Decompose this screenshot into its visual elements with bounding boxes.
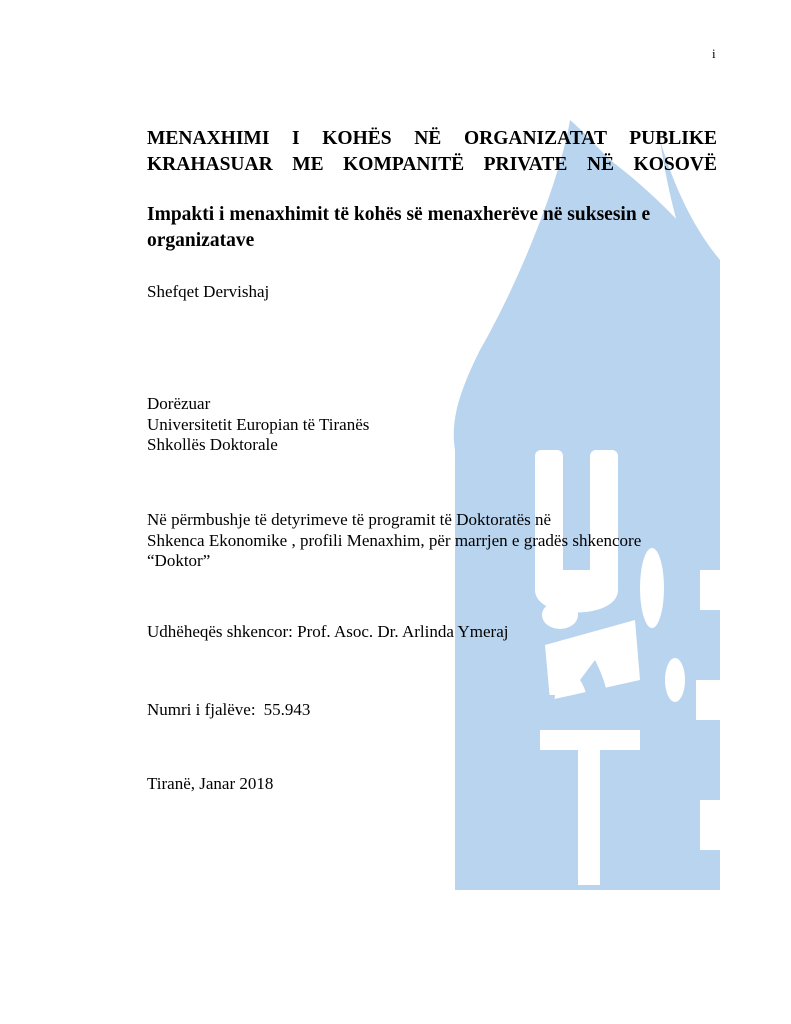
fulfilment-line: Në përmbushje të detyrimeve të programit të Doktoratës në bbox=[147, 510, 552, 529]
degree-fulfilment-statement bbox=[147, 510, 641, 572]
fulfilment-line: “Doktor” bbox=[147, 551, 211, 570]
thesis-title-line: MENAXHIMI I KOHËS NË ORGANIZATAT PUBLIKE bbox=[147, 128, 717, 149]
word-count bbox=[147, 700, 310, 721]
submission-line: Universitetit Europian të Tiranës bbox=[147, 414, 370, 434]
word-count-label: Numri i fjalëve: bbox=[147, 700, 256, 719]
fulfilment-line: Shkenca Ekonomike , profili Menaxhim, për marrjen e gradës shkencore bbox=[147, 530, 642, 550]
submission-line: Shkollës Doktorale bbox=[147, 435, 278, 454]
thesis-subtitle-line: organizatave bbox=[147, 230, 255, 251]
submission-line: Dorëzuar bbox=[147, 394, 211, 413]
word-count-value: 55.943 bbox=[263, 700, 311, 719]
place-and-date: Tiranë, Janar 2018 bbox=[147, 774, 274, 793]
supervisor: Udhëheqës shkencor: Prof. Asoc. Dr. Arlinda Ymeraj bbox=[147, 622, 509, 641]
thesis-title bbox=[147, 126, 717, 178]
thesis-subtitle bbox=[147, 202, 707, 254]
submission-block bbox=[147, 394, 369, 456]
thesis-title-line: KRAHASUAR ME KOMPANITË PRIVATE NË KOSOVË bbox=[147, 154, 717, 175]
author-name: Shefqet Dervishaj bbox=[147, 282, 270, 301]
page-number: i bbox=[712, 46, 716, 61]
thesis-subtitle-line: Impakti i menaxhimit të kohës së menaxherëve në suksesin e bbox=[147, 204, 651, 225]
